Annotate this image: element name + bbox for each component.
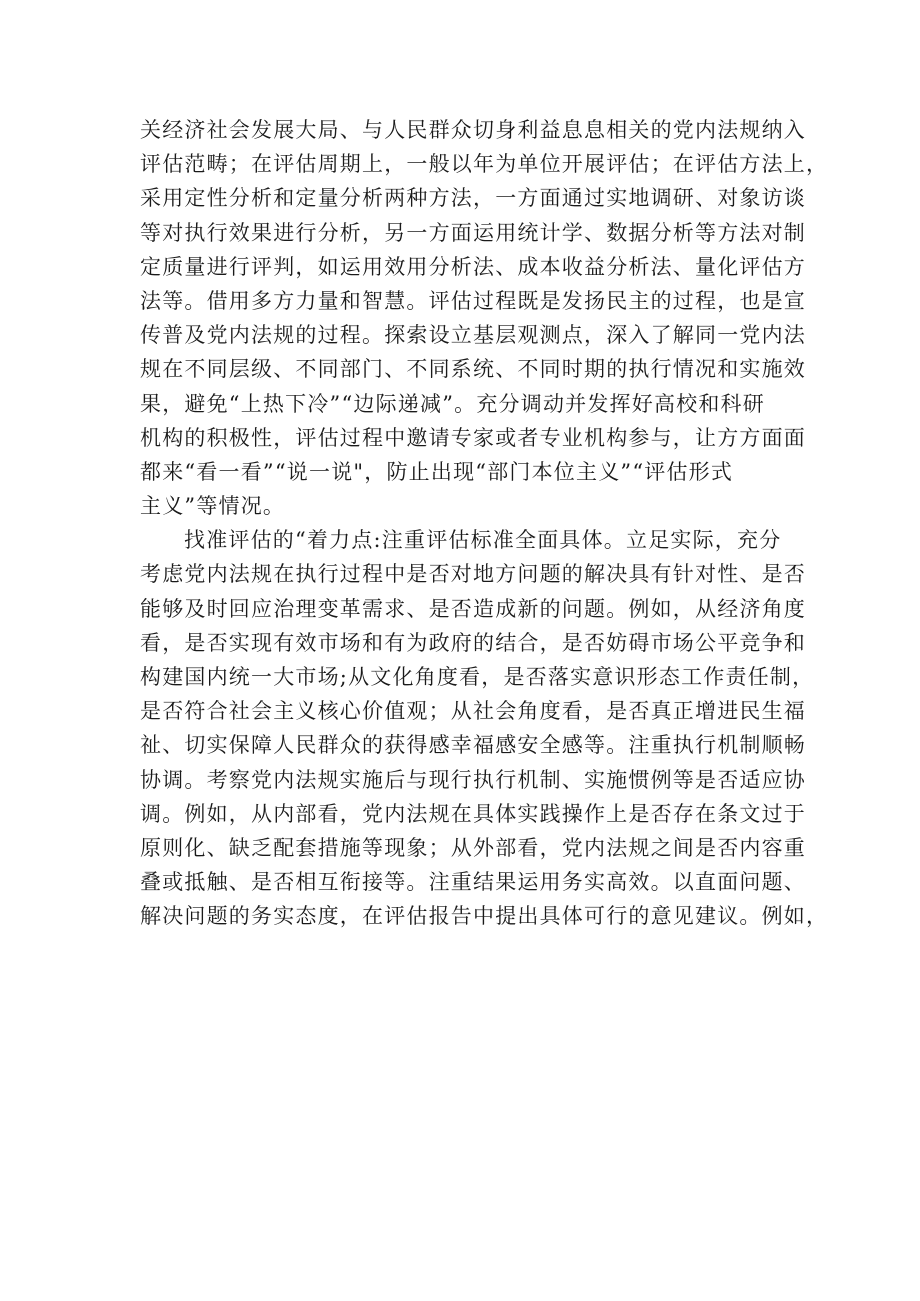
- paragraph-1: [140, 113, 829, 523]
- paragraph-line: 原则化、缺乏配套措施等现象；从外部看，党内法规之间是否内容重: [140, 835, 806, 860]
- paragraph-line: 找准评估的“着力点:注重评估标准全面具体。立足实际，充分: [184, 528, 782, 553]
- paragraph-line: 都来“看一看”“说一说"，防止出现“部门本位主义”“评估形式: [140, 459, 734, 484]
- paragraph-line: 果，避免“上热下冷”“边际递减”。充分调动并发挥好高校和科研: [140, 391, 765, 416]
- paragraph-line: 定质量进行评判，如运用效用分析法、成本收益分析法、量化评估方: [140, 254, 806, 279]
- paragraph-line: 考虑党内法规在执行过程中是否对地方问题的解决具有针对性、是否: [140, 562, 806, 587]
- paragraph-line: 等对执行效果进行分析，另一方面运用统计学、数据分析等方法对制: [140, 220, 806, 245]
- paragraph-line: 主义”等情况。: [140, 494, 286, 519]
- paragraph-line: 叠或抵触、是否相互衔接等。注重结果运用务实高效。以直面问题、: [140, 870, 806, 895]
- paragraph-line: 法等。借用多方力量和智慧。评估过程既是发扬民主的过程，也是宣: [140, 288, 806, 313]
- paragraph-line: 是否符合社会主义核心价值观；从社会角度看，是否真正增进民生福: [140, 699, 806, 724]
- paragraph-line: 调。例如，从内部看，党内法规在具体实践操作上是否存在条文过于: [140, 801, 806, 826]
- paragraph-line: 关经济社会发展大局、与人民群众切身利益息息相关的党内法规纳入: [140, 118, 806, 142]
- paragraph-line: 祉、切实保障人民群众的获得感幸福感安全感等。注重执行机制顺畅: [140, 733, 806, 758]
- paragraph-2: [140, 523, 829, 933]
- body-text: [140, 113, 829, 934]
- paragraph-line: 解决问题的务实态度，在评估报告中提出具体可行的意见建议。例如，: [140, 904, 829, 929]
- paragraph-line: 传普及党内法规的过程。探索设立基层观测点，深入了解同一党内法: [140, 323, 806, 348]
- paragraph-line: 评估范畴；在评估周期上，一般以年为单位开展评估；在评估方法上，: [140, 152, 829, 177]
- paragraph-line: 采用定性分析和定量分析两种方法，一方面通过实地调研、对象访谈: [140, 186, 806, 211]
- paragraph-line: 看，是否实现有效市场和有为政府的结合，是否妨碍市场公平竞争和: [140, 630, 806, 655]
- paragraph-line: 构建国内统一大市场;从文化角度看，是否落实意识形态工作责任制，: [140, 665, 815, 689]
- paragraph-line: 规在不同层级、不同部门、不同系统、不同时期的执行情况和实施效: [140, 357, 806, 382]
- paragraph-line: 协调。考察党内法规实施后与现行执行机制、实施惯例等是否适应协: [140, 767, 806, 792]
- paragraph-line: 能够及时回应治理变革需求、是否造成新的问题。例如，从经济角度: [140, 596, 806, 621]
- paragraph-line: 机构的积极性，评估过程中邀请专家或者专业机构参与，让方方面面: [140, 425, 806, 450]
